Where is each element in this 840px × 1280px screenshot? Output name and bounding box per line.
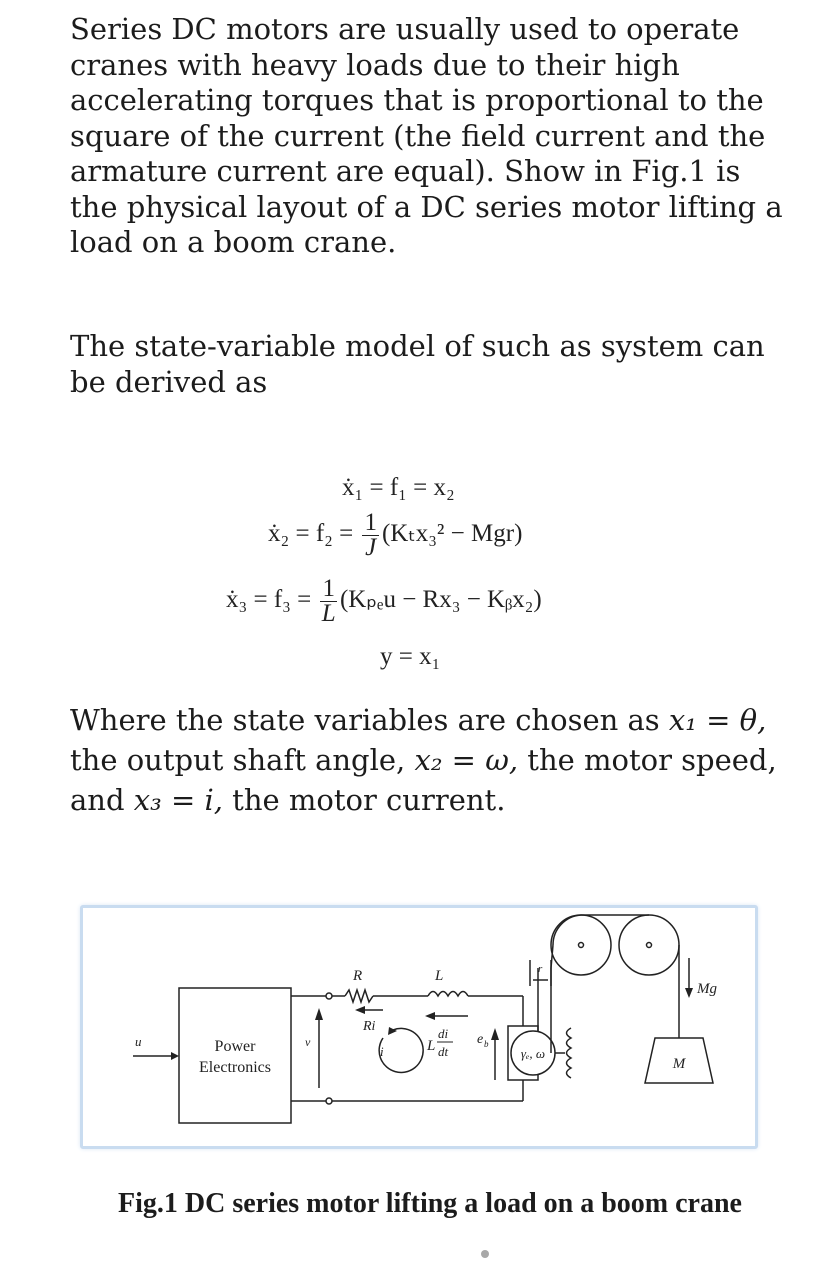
label-motor: γₑ, ω [520,1046,546,1061]
equation-4: y = x₁ [380,643,441,670]
equation-2-denominator: J [365,534,377,561]
equation-3-rhs: (Kₚₑu − Rx₃ − Kᵦx₂) [339,586,542,614]
field-coil [567,1028,572,1078]
dc-motor-diagram [83,908,755,1146]
model-paragraph: The state-variable model of such as system can be derived as [70,329,765,399]
vars-x3: x₃ = i, [133,783,223,817]
label-i: i [380,1044,384,1059]
equation-2 [268,511,522,560]
page-indicator-dot [481,1250,489,1258]
equation-2-rhs: (Kₜx₃² − Mgr) [381,520,523,548]
equation-3-denominator: L [321,600,336,627]
figure-frame [80,905,758,1149]
label-eb: e [477,1032,484,1047]
vars-end: the motor current. [222,783,506,817]
label-L: L [435,968,444,984]
power-electronics-box [179,988,291,1123]
vars-mid2: the motor speed, and [70,743,777,817]
vars-x1: x₁ = θ, [668,703,767,737]
figure-caption: Fig.1 DC series motor lifting a load on a boom crane [118,1188,742,1219]
terminal-top [326,993,332,999]
equation-2-fraction [362,511,379,560]
label-Mg: Mg [697,981,717,997]
resistor [345,990,373,1002]
label-electronics: Electronics [199,1059,271,1076]
equation-2-lhs: ẋ₂ = f₂ = [268,520,354,548]
vars-x2: x₂ = ω, [414,743,519,777]
label-v: v [305,1035,311,1049]
equation-3-lhs: ẋ₃ = f₃ = [226,586,312,614]
intro-paragraph: Series DC motors are usually used to operate cranes with heavy loads due to their high accelerating torques that is proportional to the square of the current (the field current and the armature current are equal). Show in Fig.1 is the physical layout of a DC series motor lifting a load on a boom crane. [70,12,783,259]
label-di: di [438,1026,449,1041]
label-power: Power [214,1038,256,1055]
equation-3-numerator: 1 [322,575,335,602]
label-r: r [538,963,543,975]
label-dt: dt [438,1044,449,1059]
label-eb-sub: b [484,1039,489,1049]
equation-3-fraction [320,577,337,626]
label-di-L: L [427,1038,436,1054]
inductor [428,992,468,997]
label-u: u [135,1034,142,1049]
state-variables-paragraph [70,700,790,820]
terminal-bottom [326,1098,332,1104]
equation-3 [226,577,542,626]
label-Ri: Ri [363,1019,376,1034]
equation-1: ẋ₁ = f₁ = x₂ [342,474,455,501]
vars-mid1: the output shaft angle, [70,743,415,777]
label-M: M [672,1056,686,1072]
vars-prefix: Where the state variables are chosen as [70,703,669,737]
equation-2-numerator: 1 [364,509,377,536]
label-R: R [353,968,363,984]
